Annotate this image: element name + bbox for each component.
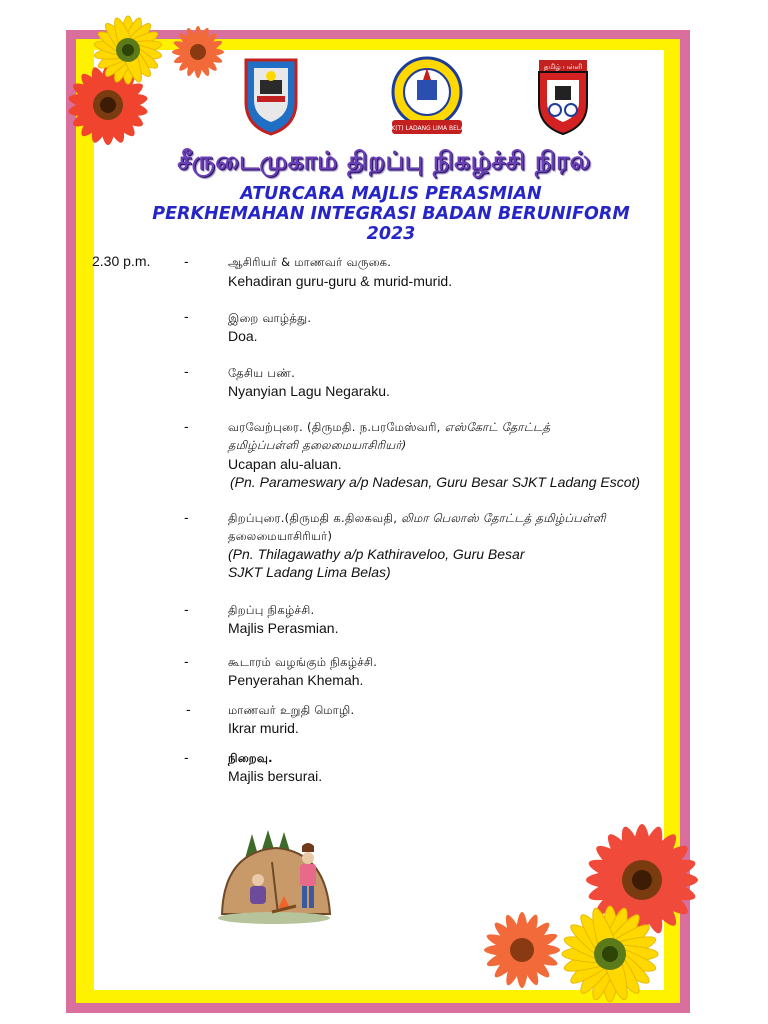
item-malay: Doa.: [228, 328, 258, 344]
item-tamil: இறை வாழ்த்து.: [228, 311, 312, 325]
item-dash: -: [184, 601, 189, 617]
school-crest-right-icon: [533, 58, 593, 136]
item-tamil: திறப்புரை.(திருமதி க.திலகவதி, லிமா பெலாஸ் தோட்டத் தமிழ்ப்பள்ளி: [228, 511, 606, 525]
flower-orange-top-icon: [166, 20, 230, 84]
item-tamil: வரவேற்புரை. (திருமதி. ந.பரமேஸ்வரி, எஸ்கோட் தோட்டத்: [228, 420, 551, 434]
item-tamil-line-2: தலைமையாசிரியர்): [228, 529, 333, 543]
item-malay: Majlis bersurai.: [228, 768, 323, 784]
item-tamil: திறப்பு நிகழ்ச்சி.: [228, 603, 315, 617]
item-malay: Penyerahan Khemah.: [228, 672, 364, 688]
item-tamil: தேசிய பண்.: [228, 366, 296, 380]
item-dash: -: [184, 509, 189, 525]
item-malay: (Pn. Thilagawathy a/p Kathiraveloo, Guru Besar: [228, 546, 525, 562]
item-malay: Majlis Perasmian.: [228, 620, 339, 636]
item-malay-line-2: SJKT Ladang Lima Belas): [228, 564, 391, 580]
item-malay: Ucapan alu-aluan.: [228, 456, 342, 472]
item-malay-line-2: (Pn. Parameswary a/p Nadesan, Guru Besar SJKT Ladang Escot): [230, 474, 641, 490]
school-badge-center-icon: [385, 54, 469, 140]
malay-title-line-2: PERKHEMAHAN INTEGRASI BADAN BERUNIFORM: [152, 204, 630, 224]
malay-title-line-3: 2023: [366, 224, 416, 244]
item-dash: -: [184, 653, 189, 669]
item-tamil: மாணவர் உறுதி மொழி.: [228, 703, 355, 717]
flower-yellow-top-left-icon: [78, 8, 178, 98]
crest-banner-text: தமிழ் பள்ளி: [543, 63, 583, 71]
item-tamil: நிறைவு.: [228, 751, 273, 765]
malay-title-line-1: ATURCARA MAJLIS PERASMIAN: [240, 184, 542, 204]
item-malay: Ikrar murid.: [228, 720, 299, 736]
item-dash: -: [184, 308, 189, 324]
item-malay: Kehadiran guru-guru & murid-murid.: [228, 273, 453, 289]
item-malay: Nyanyian Lagu Negaraku.: [228, 383, 390, 399]
item-dash: -: [186, 701, 191, 717]
item-tamil: ஆசிரியர் & மாணவர் வருகை.: [228, 255, 392, 269]
tamil-title: சீருடைமுகாம் திறப்பு நிகழ்ச்சி நிரல்: [177, 146, 591, 175]
camp-clipart-icon: [214, 822, 340, 926]
badge-ribbon-text: SJK(T) LADANG LIMA BELAS: [385, 125, 469, 132]
item-dash: -: [184, 418, 189, 434]
item-dash: -: [184, 363, 189, 379]
item-tamil: கூடாரம் வழங்கும் நிகழ்ச்சி.: [228, 655, 378, 669]
item-dash: -: [184, 253, 189, 269]
item-tamil-line-2: தமிழ்ப்பள்ளி தலைமையாசிரியர்): [228, 438, 407, 452]
program-time: 2.30 p.m.: [92, 253, 151, 269]
school-crest-left-icon: [240, 56, 302, 136]
flower-yellow-bottom-icon: [548, 898, 672, 1014]
item-dash: -: [184, 749, 189, 765]
malay-title: [96, 184, 686, 244]
